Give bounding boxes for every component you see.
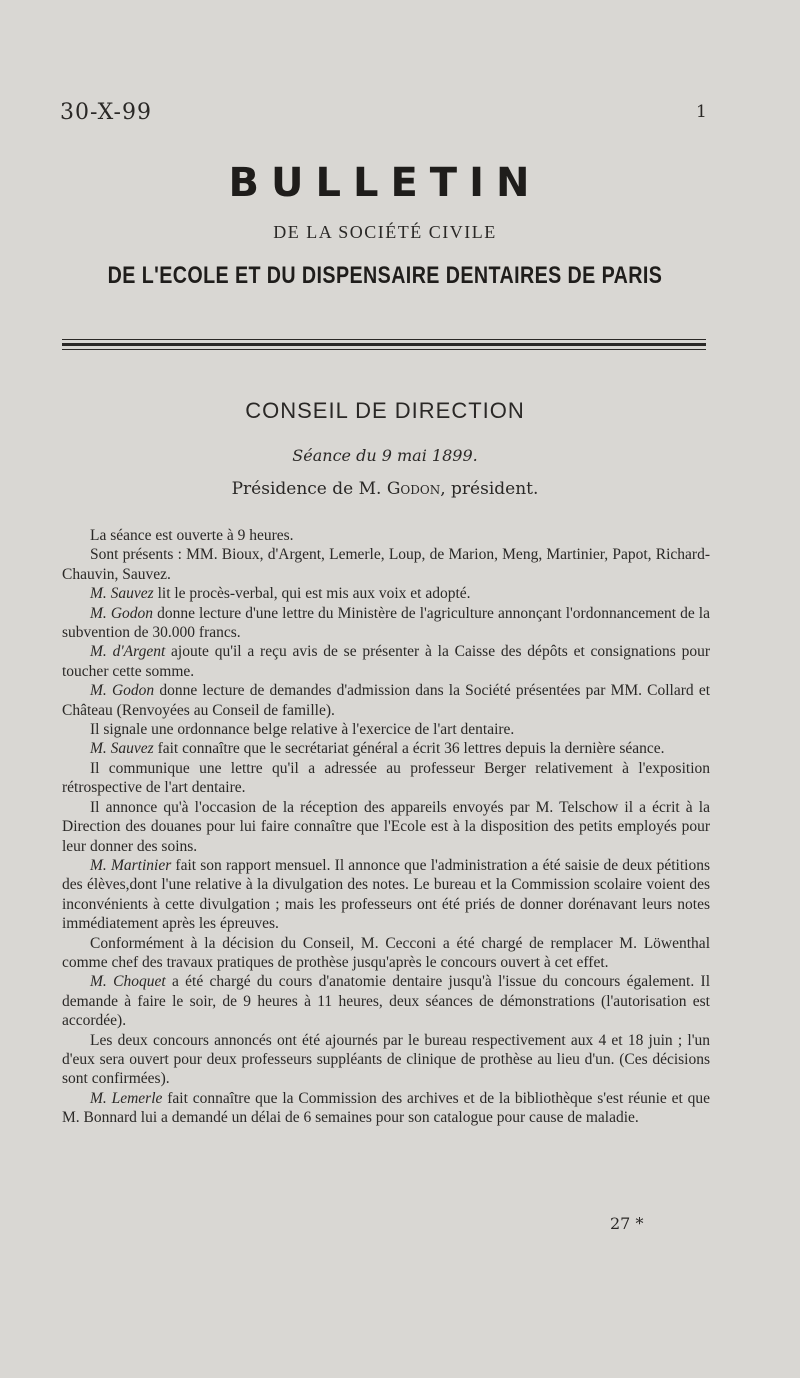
seance-date: Séance du 9 mai 1899. [292,446,478,465]
minutes-paragraph [62,1031,710,1089]
speaker-name: M. Godon [90,604,154,622]
paragraph-text: ajoute qu'il a reçu avis de se présenter à la Caisse des dépôts et consignations pour toucher cette somme. [62,643,710,680]
header-rule-thin-top [62,339,706,340]
paragraph-text: lit le procès-verbal, qui est mis aux voix et adopté. [153,585,471,603]
minutes-body [62,526,710,1128]
paragraph-text: a été chargé du cours d'anatomie dentaire jusqu'à l'issue du concours également. Il demande à faire le soir, de 9 heures à 11 heures, deux séances de démonstrations (l'autorisation est accordée). [62,973,710,1030]
paragraph-text: fait son rapport mensuel. Il annonce que l'administration a été saisie de deux pétitions des élèves,dont l'une relative à la divulgation des notes. Le bureau et la Commission scolaire voient des inconvénients à cette divulgation ; mais les professeurs ont été priés de donner dorénavant leurs notes immédiatement après les épreuves. [62,856,710,933]
paragraph-text: donne lecture de demandes d'admission dans la Société présentées par MM. Collard et Château (Renvoyées au Conseil de famille). [62,682,711,719]
minutes-paragraph [62,934,710,973]
speaker-name: M. Sauvez [90,585,154,603]
presidence-name: Godon [386,479,441,499]
minutes-paragraph [62,972,710,1030]
minutes-paragraph [62,604,710,643]
bulletin-title: BULLETIN [228,160,542,206]
minutes-paragraph [62,856,710,934]
minutes-paragraph [62,720,710,739]
bulletin-subtitle: DE LA SOCIÉTÉ CIVILE [273,222,497,242]
speaker-name: M. Lemerle [90,1089,163,1107]
speaker-name: M. Godon [90,682,155,700]
paragraph-text: Il communique une lettre qu'il a adressée au professeur Berger relativement à l'exposition rétrospective de l'art dentaire. [62,759,710,797]
minutes-paragraph [62,642,710,681]
paragraph-text: Conformément à la décision du Conseil, M. Cecconi a été chargé de remplacer M. Löwenthal comme chef des travaux pratiques de prothèse jusqu'après le concours ouvert à cet effet. [62,934,710,971]
paragraph-text: fait connaître que la Commission des archives et de la bibliothèque s'est réunie et que M. Bonnard lui a demandé un délai de 6 semaines pour son catalogue pour cause de maladie. [62,1089,711,1127]
header-rule-thin-bottom [62,349,706,350]
paragraph-text: Sont présents : MM. Bioux, d'Argent, Lemerle, Loup, de Marion, Meng, Martinier, Papot, Richard-Chauvin, Sauvez. [62,546,710,583]
paragraph-text: Il annonce qu'à l'occasion de la réception des appareils envoyés par M. Telschow il a écrit à la Direction des douanes pour lui faire connaître que l'Ecole est à la disposition des petits employés pour leur donner des soins. [62,798,710,855]
paragraph-text: fait connaître que le secrétariat général a écrit 36 lettres depuis la dernière séance. [153,740,665,758]
bulletin-subtitle-main: DE L'ECOLE ET DU DISPENSAIRE DENTAIRES DE PARIS [107,262,663,289]
minutes-paragraph [62,1089,710,1128]
paragraph-text: Les deux concours annoncés ont été ajournés par le bureau respectivement aux 4 et 18 juin ; l'un d'eux sera ouvert pour deux professeurs suppléants de clinique de prothèse au lieu d'un. (Ces décisions sont confirmées). [62,1031,710,1088]
section-heading: CONSEIL DE DIRECTION [245,398,525,423]
paragraph-text: La séance est ouverte à 9 heures. [90,527,294,544]
header-rule-thick [62,343,706,346]
paragraph-text: Il signale une ordonnance belge relative à l'exercice de l'art dentaire. [90,721,515,739]
minutes-paragraph [62,545,710,584]
header-page-number: 1 [696,102,707,122]
header-date: 30-X-99 [60,100,152,125]
minutes-paragraph [62,759,710,798]
presidence-line [0,479,770,499]
minutes-paragraph [62,739,710,758]
speaker-name: M. Martinier [90,856,172,874]
presidence-prefix: Présidence de M. [231,479,382,499]
minutes-paragraph [62,681,710,720]
speaker-name: M. d'Argent [90,643,166,661]
speaker-name: M. Sauvez [90,740,154,758]
paragraph-text: donne lecture d'une lettre du Ministère de l'agriculture annonçant l'ordonnancement de la subvention de 30.000 francs. [62,604,710,642]
page-folio: 27 * [610,1214,644,1233]
minutes-paragraph [62,584,710,603]
minutes-paragraph [62,798,710,856]
minutes-paragraph [62,526,710,545]
speaker-name: M. Choquet [90,973,166,991]
presidence-suffix: , président. [440,479,539,499]
